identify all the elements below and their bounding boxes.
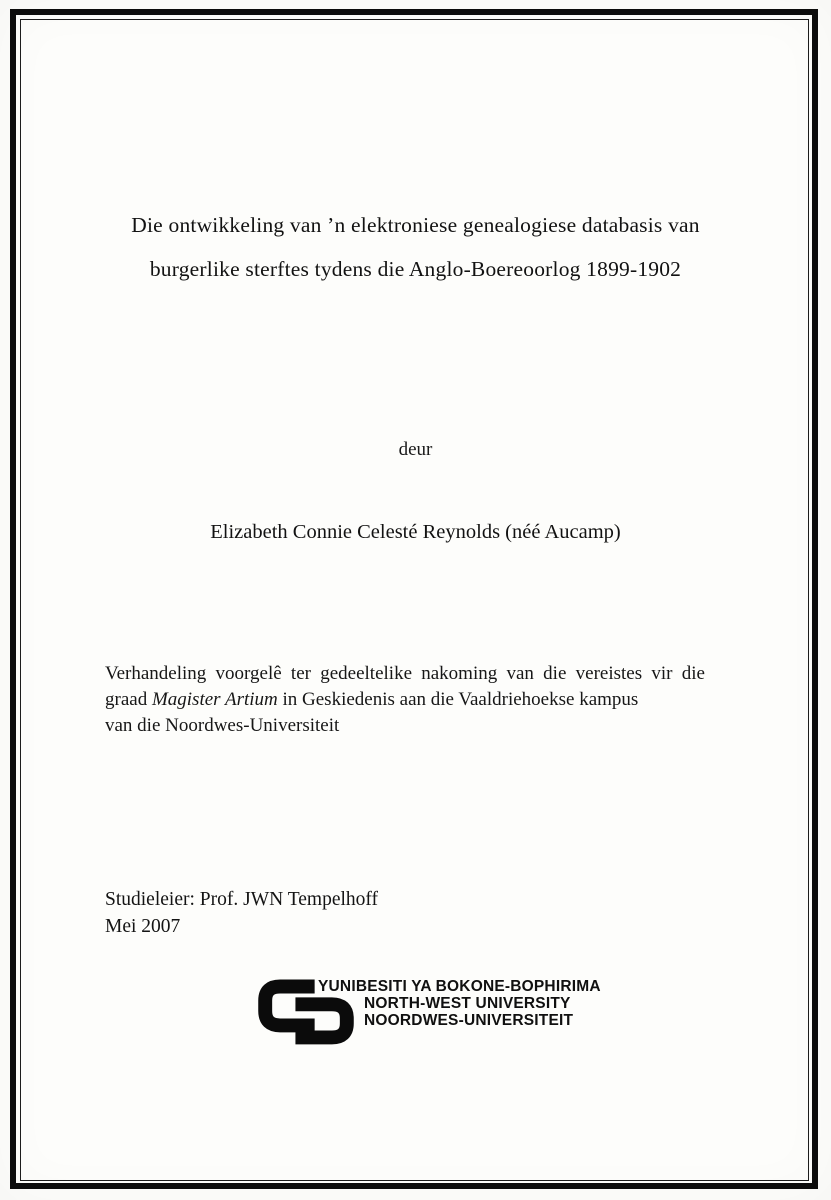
byline-deur: deur [398,439,433,460]
degree-statement-line-2-suffix: in Geskiedenis aan die Vaaldriehoekse kampus [277,689,639,710]
logo-text-afrikaans: NOORDWES-UNIVERSITEIT [364,1012,574,1029]
logo-text-english: NORTH-WEST UNIVERSITY [364,995,571,1012]
thesis-title-line-1: Die ontwikkeling van ’n elektroniese genealogiese databasis van [131,213,700,237]
north-west-university-logo [258,974,601,1052]
supervisor-and-date [105,887,378,940]
degree-statement [105,661,739,739]
thesis-title-line-2: burgerlike sterftes tydens die Anglo-Boereoorlog 1899-1902 [149,257,682,281]
supervisor-line: Studieleier: Prof. JWN Tempelhoff [105,889,379,910]
degree-name-italic: Magister Artium [151,689,278,710]
degree-statement-line-2-prefix: graad [105,689,152,710]
date-line: Mei 2007 [105,915,181,937]
degree-statement-line-1: Verhandeling voorgelê ter gedeeltelike nakoming van die vereistes vir die [105,663,705,684]
author-name: Elizabeth Connie Celesté Reynolds (néé Aucamp) [210,521,621,543]
degree-statement-line-2 [105,687,739,713]
degree-statement-line-3: van die Noordwes-Universiteit [105,715,340,736]
logo-text-setswana: YUNIBESITI YA BOKONE-BOPHIRIMA [318,978,601,995]
thesis-title [0,203,831,291]
